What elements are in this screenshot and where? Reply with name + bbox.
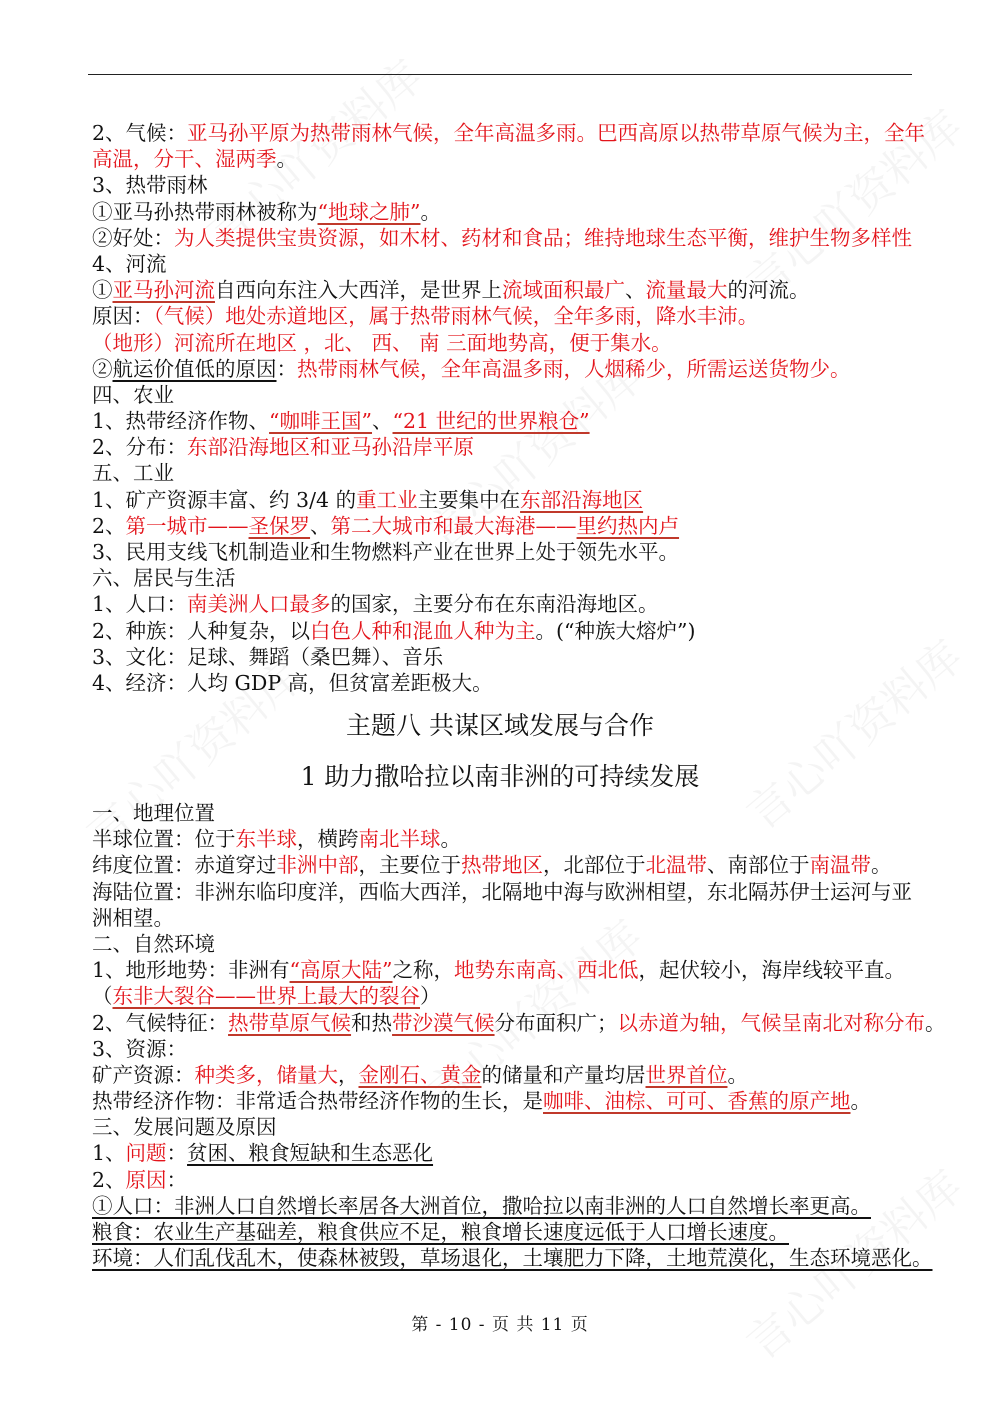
- text-line: [92, 1036, 918, 1062]
- text-line: [92, 487, 918, 513]
- text-segment: 3、民用支线飞机制造业和生物燃料产业在世界上处于领先水平。: [92, 540, 680, 564]
- text-segment: ：: [166, 1141, 188, 1166]
- text-segment: 1、: [92, 1141, 126, 1166]
- highlighted-text: 粮食：农业生产基础差，粮食供应不足，粮食增长速度远低于人口增长速度。: [92, 1220, 789, 1244]
- highlighted-text: （地形）河流所在地区 ，北、 西、 南 三面地势高，便于集水。: [92, 330, 672, 355]
- text-line: [92, 826, 918, 852]
- text-segment: 海陆位置：非洲东临印度洋，西临大西洋，北隔地中海与欧洲相望，东北隔苏伊士运河与亚: [92, 879, 912, 904]
- highlighted-text: 东非大裂谷——世界上最大的裂谷: [112, 984, 420, 1009]
- africa-notes: [92, 800, 946, 1271]
- text-segment: 纬度位置：赤道穿过: [92, 853, 277, 878]
- highlighted-text: 第一城市——: [125, 513, 249, 538]
- text-segment: 3、热带雨林: [92, 173, 208, 198]
- text-segment: 2、种族：人种复杂，以: [92, 618, 311, 643]
- highlighted-text: 东部沿海地区: [520, 487, 644, 512]
- text-segment: 4、河流: [92, 251, 167, 276]
- text-segment: 自西向东注入大西洋，是世界上: [215, 278, 502, 303]
- text-segment: ①: [92, 278, 113, 303]
- text-line: [92, 1167, 918, 1193]
- highlighted-text: 热带地区: [461, 853, 543, 878]
- text-line: [92, 1088, 918, 1114]
- header-rule: [88, 74, 912, 75]
- text-line: [92, 303, 918, 329]
- highlighted-text: 北温带: [645, 853, 707, 878]
- highlighted-text: 重工业: [356, 487, 418, 512]
- highlighted-text: 热带草原气候: [228, 1010, 352, 1035]
- text-line: [92, 879, 918, 905]
- text-segment: 。: [440, 827, 461, 852]
- text-line: [92, 1193, 918, 1219]
- text-segment: 3、资源：: [92, 1036, 188, 1061]
- text-line: [92, 905, 918, 931]
- highlighted-text: “地球之肺”: [317, 199, 421, 224]
- text-line: [92, 199, 918, 225]
- text-line: [92, 931, 918, 957]
- text-segment: 六、居民与生活: [92, 566, 236, 591]
- text-segment: ，: [338, 1062, 359, 1087]
- text-line: [92, 1219, 918, 1245]
- text-segment: 。: [871, 853, 892, 878]
- highlighted-text: 世界首位: [645, 1062, 728, 1087]
- text-segment: 。: [925, 1010, 946, 1035]
- lesson-title: 1 助力撒哈拉以南非洲的可持续发展: [300, 762, 700, 791]
- highlighted-text: 里约热内卢: [576, 513, 680, 538]
- text-segment: 的储量和产量均居: [481, 1062, 646, 1087]
- text-segment: ，北部位于: [543, 853, 646, 878]
- highlighted-text: 高温，分干、湿两季: [92, 147, 277, 172]
- text-line: [92, 172, 918, 198]
- text-line: [92, 591, 918, 617]
- text-segment: 三、发展问题及原因: [92, 1115, 277, 1140]
- text-segment: 。: [420, 199, 441, 224]
- text-segment: 2、: [92, 513, 126, 538]
- highlighted-text: 问题: [125, 1141, 167, 1166]
- highlighted-text: 航运价值低的原因: [112, 356, 277, 381]
- text-segment: （: [92, 984, 113, 1009]
- highlighted-text: 热带雨林气候，全年高温多雨，人烟稀少，所需运送货物少。: [297, 356, 851, 381]
- text-line: [92, 146, 918, 172]
- text-line: [92, 1062, 918, 1088]
- text-segment: ，起伏较小，海岸线较平直。: [638, 958, 906, 983]
- text-segment: 的国家，主要分布在东南沿海地区。: [330, 592, 659, 617]
- highlighted-text: （气候）地处赤道地区，属于热带雨林气候，全年多雨，降水丰沛。: [153, 304, 759, 329]
- text-segment: 热带经济作物：非常适合热带经济作物的生长，是: [92, 1089, 543, 1114]
- text-segment: 、: [625, 278, 646, 303]
- text-segment: 原因：: [92, 304, 154, 329]
- text-segment: ，主要位于: [358, 853, 461, 878]
- highlighted-text: 南温带: [809, 853, 871, 878]
- text-segment: 一、地理位置: [92, 801, 215, 825]
- text-line: [92, 1010, 946, 1036]
- highlighted-text: 非洲中部: [276, 853, 359, 878]
- page-footer: 第 - 10 - 页 共 11 页: [411, 1315, 589, 1335]
- highlighted-text: 亚马孙河流: [112, 278, 215, 303]
- text-segment: 和热: [351, 1010, 393, 1035]
- text-segment: 四、农业: [92, 382, 174, 407]
- text-line: [92, 957, 918, 983]
- text-line: [92, 513, 918, 539]
- highlighted-text: 流量最大: [645, 278, 728, 303]
- text-segment: 。: [727, 1062, 748, 1087]
- text-line: [92, 618, 918, 644]
- text-segment: 1、人口：: [92, 592, 188, 617]
- text-line: [92, 644, 918, 670]
- brazil-notes: [92, 120, 926, 696]
- highlighted-text: 种类多，储量大: [194, 1062, 338, 1087]
- highlighted-text: 南美洲人口最多: [187, 592, 331, 617]
- highlighted-text: 原因: [125, 1167, 167, 1192]
- highlighted-text: 流域面积最广: [502, 278, 625, 303]
- text-line: [92, 382, 918, 408]
- highlighted-text: “21 世纪的世界粮仓”: [392, 409, 590, 434]
- text-segment: 2、: [92, 1167, 126, 1192]
- text-segment: 洲相望。: [92, 905, 174, 930]
- text-segment: 、: [372, 409, 393, 434]
- text-line: [92, 565, 918, 591]
- theme-title: 主题八 共谋区域发展与合作: [346, 711, 654, 740]
- highlighted-text: 带沙漠气候: [392, 1010, 495, 1035]
- text-segment: 的河流。: [727, 278, 810, 303]
- text-segment: 3、文化：足球、舞蹈（桑巴舞）、音乐: [92, 644, 444, 669]
- text-segment: ②: [92, 356, 113, 381]
- highlighted-text: 南北半球: [358, 827, 441, 852]
- text-segment: ②好处：: [92, 225, 174, 250]
- highlighted-text: 为人类提供宝贵资源，如木材、药材和食品；维持地球生态平衡，维护生物多样性: [174, 225, 912, 250]
- highlighted-text: 东部沿海地区和亚马孙沿岸平原: [187, 435, 475, 460]
- text-segment: 1、热带经济作物、: [92, 409, 270, 434]
- highlighted-text: 环境：人们乱伐乱木，使森林被毁，草场退化，土壤肥力下降，土地荒漠化，生态环境恶化。: [92, 1246, 933, 1271]
- text-line: [92, 251, 918, 277]
- text-line: [92, 460, 918, 486]
- highlighted-text: 东半球: [235, 827, 297, 852]
- highlighted-text: 圣保罗: [248, 513, 311, 538]
- highlighted-text: ①人口：非洲人口自然增长率居各大洲首位，撒哈拉以南非洲的人口自然增长率更高。: [92, 1193, 871, 1218]
- text-line: [92, 1245, 933, 1271]
- text-line: [92, 800, 918, 826]
- text-segment: 1、矿产资源丰富、约 3/4 的: [92, 487, 357, 512]
- text-segment: 分布面积广；: [494, 1010, 618, 1035]
- text-line: [92, 356, 918, 382]
- highlighted-text: 金刚石、黄金: [358, 1062, 482, 1087]
- text-segment: 半球位置：位于: [92, 827, 236, 852]
- text-segment: 2、分布：: [92, 435, 188, 460]
- text-segment: 。: [850, 1089, 871, 1114]
- text-line: [92, 434, 918, 460]
- text-line: [92, 670, 918, 696]
- text-line: [92, 330, 918, 356]
- highlighted-text: 咖啡、油棕、可可、香蕉的原产地: [543, 1089, 851, 1114]
- text-segment: 主要集中在: [417, 487, 521, 512]
- highlighted-text: 地势东南高、西北低: [454, 958, 639, 983]
- text-line: [92, 1140, 918, 1166]
- text-line: [92, 120, 926, 146]
- text-segment: ：: [276, 356, 297, 381]
- text-line: [92, 539, 918, 565]
- highlighted-text: “咖啡王国”: [269, 409, 373, 434]
- text-segment: 、: [310, 513, 331, 538]
- text-segment: ：: [166, 1167, 188, 1192]
- text-line: [92, 277, 918, 303]
- text-segment: 4、经济：人均 GDP 高，但贫富差距极大。: [92, 670, 493, 695]
- text-segment: 矿产资源：: [92, 1062, 195, 1087]
- text-line: [92, 408, 918, 434]
- highlighted-text: “高原大陆”: [289, 958, 393, 983]
- text-segment: 2、气候：: [92, 121, 188, 145]
- text-segment: ，横跨: [297, 827, 359, 852]
- text-line: [92, 225, 918, 251]
- highlighted-text: 亚马孙平原为热带雨林气候，全年高温多雨。巴西高原以热带草原气候为主，全年: [187, 121, 926, 145]
- highlighted-text: 以赤道为轴，气候呈南北对称分布: [617, 1010, 926, 1035]
- text-segment: 、南部位于: [707, 853, 810, 878]
- text-segment: 。(“种族大熔炉”): [535, 618, 696, 643]
- text-line: [92, 983, 918, 1009]
- text-segment: 二、自然环境: [92, 931, 215, 956]
- text-segment: 1、地形地势：非洲有: [92, 958, 290, 983]
- text-segment: 2、气候特征：: [92, 1010, 229, 1035]
- text-segment: 五、工业: [92, 461, 174, 486]
- text-segment: ①亚马孙热带雨林被称为: [92, 199, 318, 224]
- highlighted-text: 白色人种和混血人种为主: [310, 618, 536, 643]
- highlighted-text: 贫困、粮食短缺和生态恶化: [187, 1141, 434, 1166]
- text-segment: 之称，: [392, 958, 455, 983]
- highlighted-text: 第二大城市和最大海港——: [330, 513, 577, 538]
- text-segment: ）: [420, 984, 441, 1009]
- text-segment: 。: [276, 147, 297, 172]
- text-line: [92, 1114, 918, 1140]
- text-line: [92, 852, 918, 878]
